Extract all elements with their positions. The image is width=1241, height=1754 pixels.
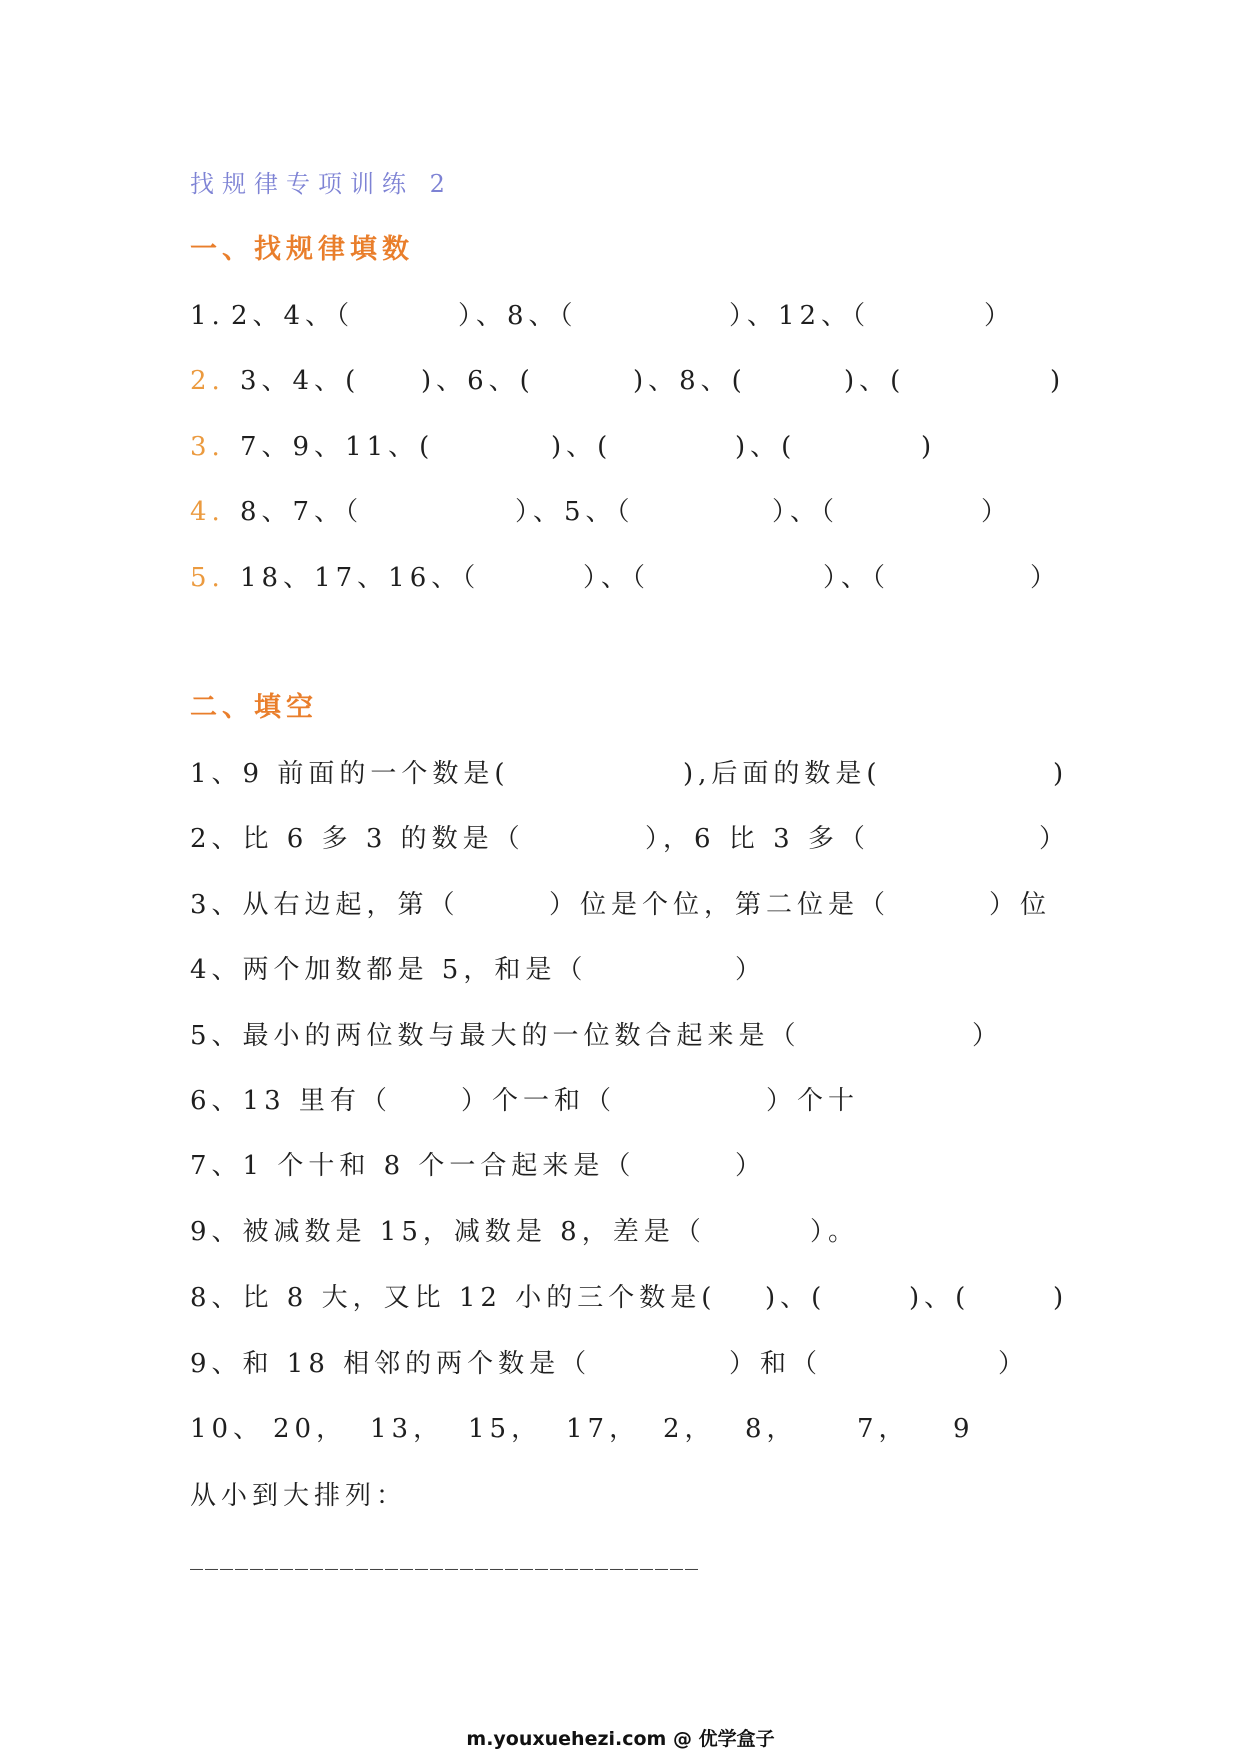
question-text: ），6 比 3 多（ [645, 824, 870, 854]
sort-prompt-line [0, 1480, 1241, 1512]
worksheet-title: 找规律专项训练 2 [190, 170, 453, 198]
question-line [0, 1282, 1241, 1314]
number-sort-line [0, 1413, 1241, 1445]
question-text: 18、17、16、（ [240, 563, 481, 593]
question-number: 1. [190, 301, 225, 331]
number-list-item: 20， [273, 1414, 348, 1444]
question-text: 1、9 前面的一个数是( [190, 759, 510, 789]
question-text: )、6、( [421, 366, 535, 396]
question-text: ） [1039, 824, 1071, 854]
question-text: 8、7、（ [240, 497, 364, 527]
question-line [0, 889, 1241, 921]
question-text: 3、4、( [240, 366, 361, 396]
question-line [0, 496, 1241, 528]
question-text: ） [998, 1349, 1030, 1379]
sort-prompt: 从小到大排列： [190, 1481, 408, 1511]
question-text: ）、5、（ [515, 497, 635, 527]
question-line [0, 758, 1241, 790]
number-list-item: 10、 [190, 1414, 265, 1444]
question-text: ）和（ [729, 1349, 823, 1379]
question-text: ）个一和（ [461, 1086, 617, 1116]
question-text: ) [1053, 1283, 1069, 1313]
question-text: ） [735, 1151, 767, 1181]
question-text: 9、被减数是 15，减数是 8，差是（ [190, 1217, 706, 1247]
question-text: ） [984, 301, 1016, 331]
question-text: ) [921, 432, 937, 462]
question-text: ）。 [810, 1217, 860, 1247]
section-heading-fill-pattern: 一、找规律填数 [190, 234, 414, 265]
question-text: )、( [735, 432, 797, 462]
question-text: 7、9、11、( [240, 432, 435, 462]
question-text: 3、从右边起，第（ [190, 890, 460, 920]
question-text: ） [981, 497, 1013, 527]
number-list-item: 2， [663, 1414, 716, 1444]
question-text: ）位 [989, 890, 1052, 920]
question-text: ),后面的数是( [683, 759, 882, 789]
question-text: 9、和 18 相邻的两个数是（ [190, 1349, 592, 1379]
question-number: 4. [190, 497, 225, 527]
question-text: 5、最小的两位数与最大的一位数合起来是（ [190, 1021, 801, 1051]
question-line [0, 300, 1241, 332]
question-text: 4、两个加数都是 5，和是（ [190, 955, 588, 985]
question-line [0, 1150, 1241, 1182]
question-text: )、( [765, 1283, 827, 1313]
question-line [0, 823, 1241, 855]
question-text: 8、比 8 大，又比 12 小的三个数是( [190, 1283, 717, 1313]
number-list-item: 9 [953, 1414, 975, 1444]
question-text: )、( [909, 1283, 971, 1313]
question-line [0, 431, 1241, 463]
question-text: )、8、( [633, 366, 747, 396]
question-line [0, 1085, 1241, 1117]
question-text: ）、12、（ [729, 301, 871, 331]
number-list-item: 17， [566, 1414, 641, 1444]
question-text: ）位是个位，第二位是（ [549, 890, 891, 920]
question-text: 2、4、（ [231, 301, 355, 331]
question-text: 2、比 6 多 3 的数是（ [190, 824, 525, 854]
question-text: ）、8、（ [458, 301, 578, 331]
question-number: 5. [190, 563, 225, 593]
section-heading-fill-blank: 二、填空 [190, 692, 318, 723]
number-list-item: 7， [857, 1414, 910, 1444]
question-text: ） [972, 1021, 1004, 1051]
question-text: 7、1 个十和 8 个一合起来是（ [190, 1151, 636, 1181]
question-line [0, 1216, 1241, 1248]
question-line [0, 365, 1241, 397]
question-text: ）、（ [772, 497, 840, 527]
question-text: ）个十 [766, 1086, 860, 1116]
question-text: ) [1050, 366, 1066, 396]
answer-line: __________________________________ [190, 1541, 700, 1571]
question-line [0, 1020, 1241, 1052]
question-text: 6、13 里有（ [190, 1086, 392, 1116]
number-list-item: 8， [745, 1414, 798, 1444]
question-number: 3. [190, 432, 225, 462]
question-text: ） [735, 955, 767, 985]
question-text: )、( [551, 432, 613, 462]
question-line [0, 954, 1241, 986]
number-list-item: 15， [468, 1414, 543, 1444]
question-text: ） [1030, 563, 1062, 593]
number-list-item: 13， [370, 1414, 445, 1444]
question-text: )、( [844, 366, 906, 396]
question-text: ) [1053, 759, 1069, 789]
question-text: ）、（ [823, 563, 891, 593]
question-text: ）、（ [583, 563, 651, 593]
question-line [0, 1348, 1241, 1380]
footer-watermark: m.youxuehezi.com @ 优学盒子 [466, 1728, 775, 1750]
question-number: 2. [190, 366, 225, 396]
question-line [0, 562, 1241, 594]
